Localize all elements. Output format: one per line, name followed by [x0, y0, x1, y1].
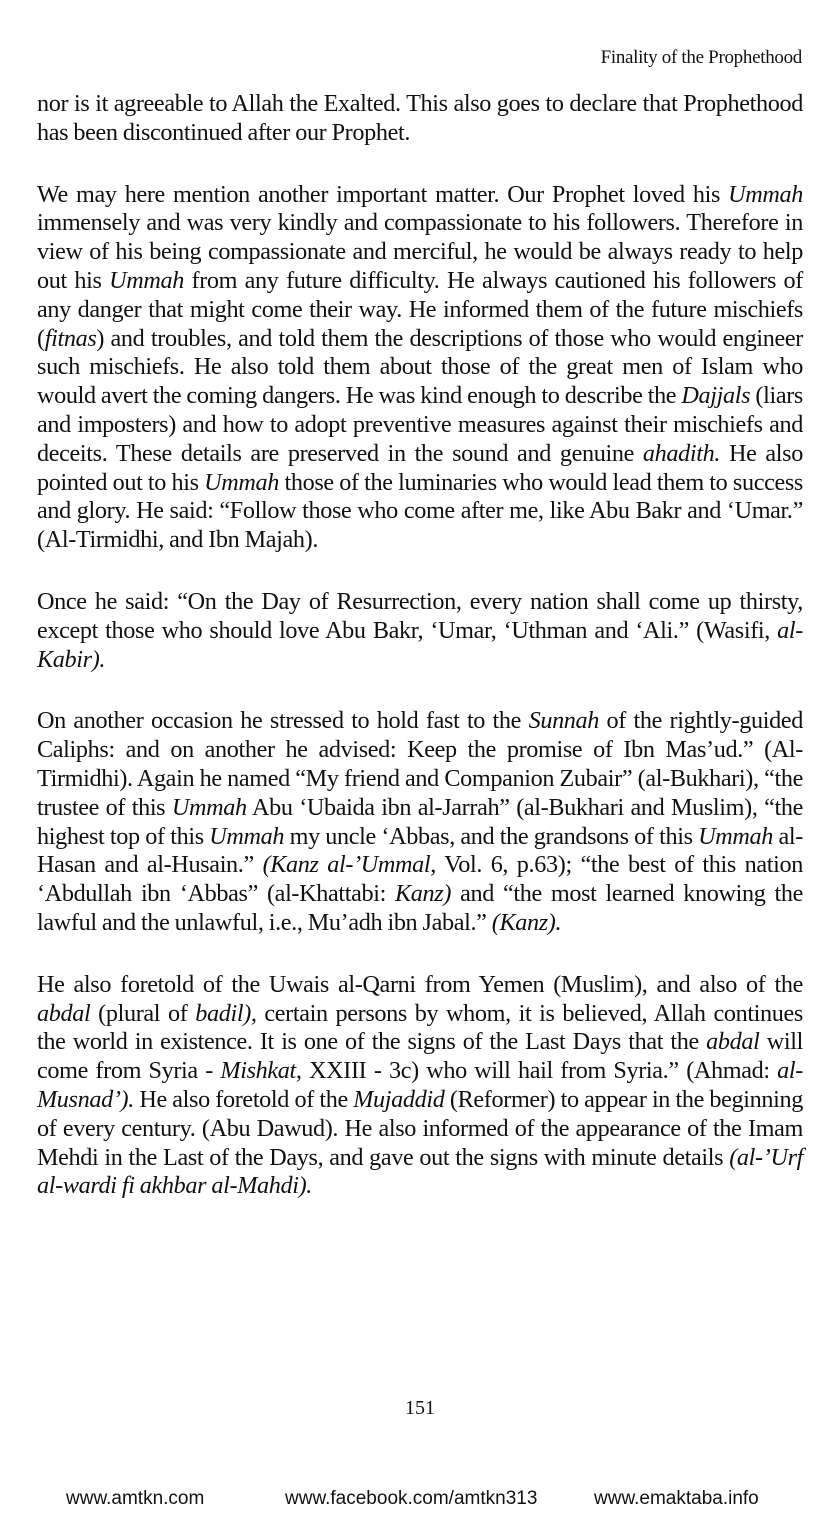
text-segment: Vol. 6, p.63); “the best of this nation ‘Abdullah ibn ‘Abbas” (al-Khattabi:: [37, 851, 803, 908]
text-segment: Abu ‘Ubaida ibn al-Jarrah” (al-Bukhari and Muslim), “the highest top of this: [37, 793, 804, 850]
italic-text: badil),: [195, 999, 257, 1027]
text-segment: will come from Syria -: [37, 1028, 803, 1085]
text-segment: We may here mention another important matter. Our Prophet loved his: [37, 180, 729, 208]
italic-text: Ummah: [728, 180, 803, 208]
italic-text: Ummah: [109, 266, 184, 294]
italic-text: Ummah: [698, 822, 774, 850]
text-segment: immensely and was very kindly and compassionate to his followers. Therefore in view of his being compassionate and merciful, he would be always ready to help out his: [37, 209, 803, 294]
text-segment: of the rightly-guided Caliphs: and on another he advised: Keep the promise of Ibn Mas’ud.” (Al-Tirmidhi). Again he named “My friend and Companion Zubair” (al-Bukhari), “the trustee of this: [37, 707, 803, 821]
text-segment: (liars and imposters) and how to adopt preventive measures against their mischiefs and deceits. These details are preserved in the sound and genuine: [37, 382, 803, 467]
italic-text: Kanz): [395, 880, 452, 908]
text-segment: He also pointed out to his: [37, 439, 803, 496]
text-segment: and “the most learned knowing the lawful and the unlawful, i.e., Mu’adh ibn Jabal.”: [37, 880, 803, 936]
text-segment: XXIII - 3c) who will hail from Syria.” (Ahmad:: [301, 1057, 778, 1085]
italic-text: al-Kabir).: [37, 616, 803, 673]
italic-text: Mujaddid: [353, 1085, 445, 1113]
italic-text: Ummah: [209, 822, 285, 850]
text-segment: ) and troubles, and told them the descriptions of those who would engineer such mischiefs. He also told them about those of the great men of Islam who would avert the coming dangers. He was kind enough to describe the: [37, 324, 803, 410]
italic-text: abdal: [706, 1028, 760, 1056]
text-segment: (Reformer) to appear in the beginning of every century. (Abu Dawud). He also informed of the appearance of the Imam Mehdi in the Last of the Days, and gave out the signs with minute details: [37, 1085, 803, 1171]
paragraph: [37, 90, 803, 148]
text-segment: On another occasion he stressed to hold fast to the: [37, 707, 529, 735]
italic-text: (Kanz al-’Ummal,: [262, 851, 436, 879]
text-segment: Once he said: “On the Day of Resurrection, every nation shall come up thirsty, except those who should love Abu Bakr, ‘Umar, ‘Uthman and ‘Ali.” (Wasifi,: [37, 587, 803, 644]
page-number: 151: [405, 1397, 435, 1419]
text-segment: He also foretold of the: [133, 1085, 354, 1113]
italic-text: ahadith.: [642, 439, 721, 467]
text-segment: al-Hasan and al-Husain.”: [37, 822, 803, 879]
paragraph: [37, 971, 803, 1201]
text-segment: (plural of: [90, 999, 196, 1027]
text-segment: He also foretold of the Uwais al-Qarni from Yemen (Muslim), and also of the: [37, 970, 803, 998]
footer-link-facebook[interactable]: www.facebook.com/amtkn313: [285, 1488, 538, 1509]
text-segment: my uncle ‘Abbas, and the grandsons of this: [284, 822, 699, 850]
footer-link-emaktaba[interactable]: www.emaktaba.info: [594, 1488, 759, 1509]
italic-text: (Kanz).: [491, 908, 562, 936]
italic-text: Ummah: [204, 468, 279, 496]
italic-text: Ummah: [171, 793, 247, 821]
paragraph: [37, 181, 803, 555]
body-text: [37, 90, 803, 1234]
italic-text: (al-’Urf al-wardi fi akhbar al-Mahdi).: [37, 1143, 803, 1200]
footer-link-amtkn[interactable]: www.amtkn.com: [66, 1488, 205, 1509]
italic-text: Dajjals: [681, 382, 751, 410]
text-segment: those of the luminaries who would lead them to success and glory. He said: “Follow those who come after me, like Abu Bakr and ‘Umar.” (Al-Tirmidhi, and Ibn Majah).: [37, 468, 803, 554]
italic-text: fitnas: [44, 324, 97, 352]
text-segment: nor is it agreeable to Allah the Exalted. This also goes to declare that Prophethood has been discontinued after our Prophet.: [37, 90, 803, 146]
italic-text: Mishkat,: [220, 1057, 302, 1085]
text-segment: certain persons by whom, it is believed, Allah continues the world in existence. It is one of the signs of the Last Days that the: [37, 999, 803, 1056]
footer: [0, 1488, 840, 1518]
paragraph: [37, 588, 803, 674]
italic-text: al-Musnad’).: [37, 1057, 803, 1113]
text-segment: from any future difficulty. He always cautioned his followers of any danger that might come their way. He informed them of the future mischiefs (: [37, 266, 803, 352]
italic-text: Sunnah: [528, 707, 600, 735]
paragraph: [37, 707, 803, 937]
running-header: Finality of the Prophethood: [600, 47, 802, 68]
italic-text: abdal: [37, 999, 91, 1027]
